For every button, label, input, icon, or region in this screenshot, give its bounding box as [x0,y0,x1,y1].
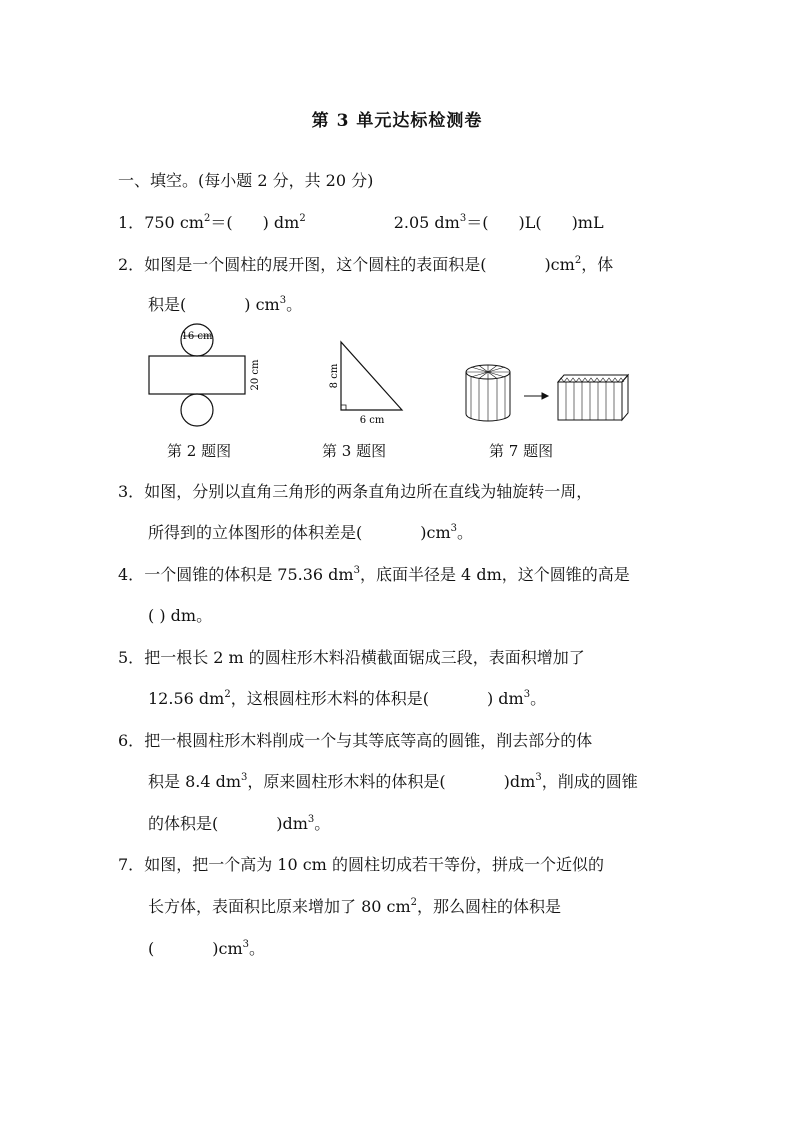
cylinder-slices-figure [466,365,628,421]
triangle [341,342,402,410]
figure-7-caption: 第 7 题图 [489,442,554,460]
q6-text: ，原来圆柱形木料的体积是( [247,772,446,791]
q1-a-unit: ) dm [262,213,300,232]
question-7-cont-2: ( )$cm^3$。 [148,939,266,958]
right-angle-mark [341,405,346,410]
question-4-cont: ( ) dm。 [148,606,213,625]
question-6-cont: 积是 8.4 $dm^3$，原来圆柱形木料的体积是( )$dm^3$，削成的圆锥 [148,772,638,791]
q2-unit: ) cm [244,295,280,314]
arrow-head [542,393,548,399]
question-number: 1． [118,213,145,232]
superscript: 2 [203,213,211,224]
superscript: 2 [299,213,306,224]
fig2-height-label: 20 cm [250,359,261,391]
section-heading: 一、填空。(每小题 2 分，共 20 分) [118,171,374,190]
question-2: 2．如图是一个圆柱的展开图，这个圆柱的表面积是( )$cm^2$，体 [118,255,614,274]
question-7 [118,854,604,876]
question-1 [118,212,604,234]
page-title: 第 3 单元达标检测卷 [311,111,483,131]
q7-text: ( [148,939,155,958]
question-number: 6． [118,731,145,750]
question-number: 5． [118,648,145,667]
q7-text: 如图，把一个高为 10 cm 的圆柱切成若干等份，拼成一个近似的 [144,855,604,874]
question-6 [118,730,592,752]
q7-text-end: 。 [249,939,266,958]
question-3-cont: 所得到的立体图形的体积差是( )$cm^3$。 [148,523,474,542]
question-7-cont: 长方体，表面积比原来增加了 80 $cm^2$，那么圆柱的体积是 [148,897,562,916]
q6-unit: )dm [503,772,536,791]
q4-text-end: ，底面半径是 4 dm，这个圆锥的高是 [359,565,630,584]
slice-lines [466,365,510,421]
q2-text-end: 。 [286,295,303,314]
fig3-vertical-label: 8 cm [329,363,340,389]
question-number: 4． [118,565,145,584]
question-2-cont: 积是( ) $cm^3$。 [148,295,303,314]
fig2-diameter-label: 16 cm [181,331,213,342]
q5-value: 12.56 dm [148,689,225,708]
cuboid-side [622,375,628,420]
q1-a-value: 750 cm [144,213,204,232]
q6-text-end: 。 [314,814,331,833]
question-number: 2． [118,255,145,274]
q5-text: 把一根长 2 m 的圆柱形木料沿横截面锯成三段，表面积增加了 [144,648,585,667]
q6-text: 积是 8.4 dm [148,772,242,791]
q1-a-equals: ＝( [210,213,233,232]
q3-unit: )cm [420,523,451,542]
q3-text: 所得到的立体图形的体积差是( [148,523,363,542]
q1-b-millilitre: )mL [571,213,604,232]
cuboid-slices [558,378,624,420]
q1-b-litre: )L( [518,213,542,232]
q7-text: 长方体，表面积比原来增加了 80 cm [148,897,411,916]
superscript: 3 [459,213,467,224]
question-number: 7． [118,855,145,874]
right-triangle-figure [341,342,402,410]
q4-text: 一个圆锥的体积是 75.36 dm [144,565,354,584]
q6-text-end: ，削成的圆锥 [541,772,638,791]
figure-2-caption: 第 2 题图 [167,442,232,460]
question-4: 4．一个圆锥的体积是 75.36 $dm^3$，底面半径是 4 dm，这个圆锥的高是 [118,565,630,584]
q1-b-value: 2.05 dm [393,213,460,232]
question-5-cont: 12.56 $dm^2$，这根圆柱形木料的体积是( ) $dm^3$。 [148,689,547,708]
question-5 [118,647,585,669]
lateral-rectangle [149,356,245,394]
question-3 [118,481,592,503]
figure-3-caption: 第 3 题图 [322,442,387,460]
q2-unit: )cm [544,255,575,274]
q2-text: 积是( [148,295,187,314]
fig3-horizontal-label: 6 cm [359,415,385,426]
question-6-cont-2: 的体积是( )$dm^3$。 [148,814,331,833]
q5-unit: ) dm [486,689,524,708]
q2-text-end: ，体 [581,255,614,274]
q7-unit: )cm [212,939,243,958]
q6-text: 把一根圆柱形木料削成一个与其等底等高的圆锥，削去部分的体 [144,731,593,750]
q5-text-end: 。 [530,689,547,708]
q2-text: 如图是一个圆柱的展开图，这个圆柱的表面积是( [144,255,487,274]
bottom-circle [181,394,213,426]
q3-text: 如图，分别以直角三角形的两条直角边所在直线为轴旋转一周， [144,482,593,501]
q3-text-end: 。 [457,523,474,542]
figures-row [130,322,690,442]
q7-text-end: ，那么圆柱的体积是 [417,897,562,916]
q6-unit: )dm [276,814,308,833]
q5-text: ，这根圆柱形木料的体积是( [230,689,429,708]
question-number: 3． [118,482,145,501]
q6-text: 的体积是( [148,814,219,833]
q1-b-equals: ＝( [466,213,489,232]
